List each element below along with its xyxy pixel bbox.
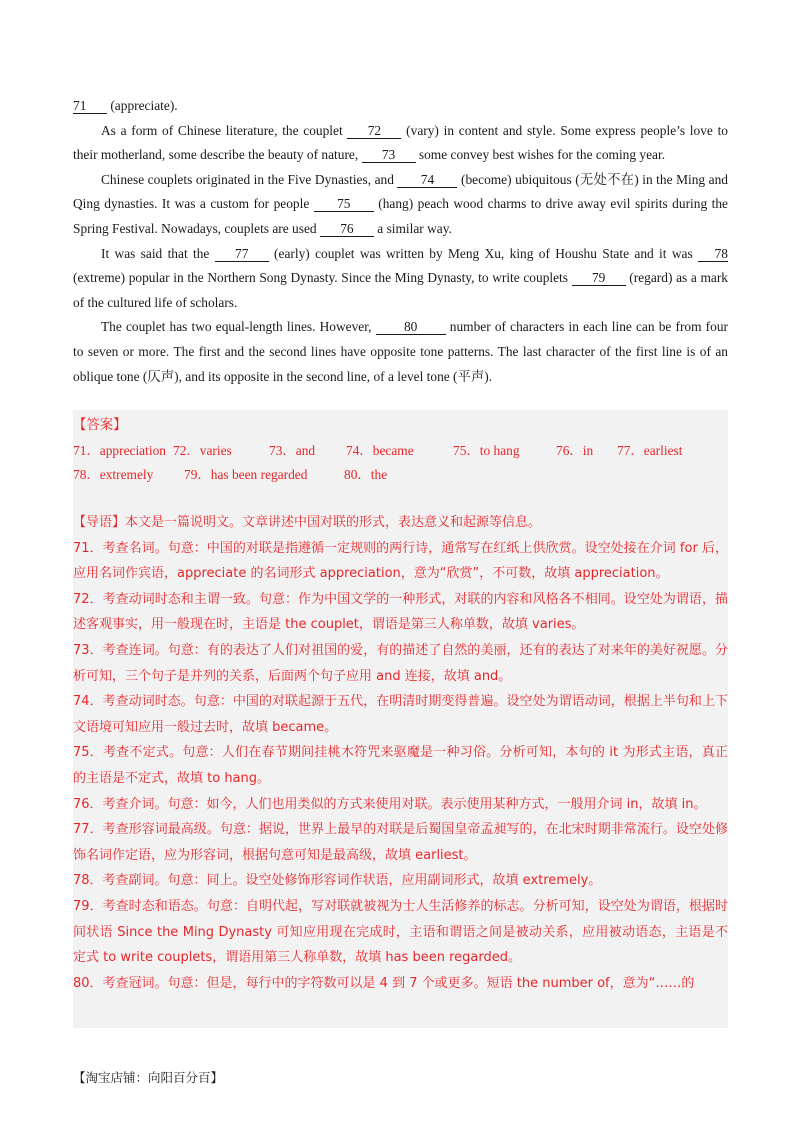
answer-row-1 xyxy=(73,439,682,463)
explanation-74: 74．考查动词时态。句意：中国的对联起源于五代，在明清时期变得普遍。设空处为谓语动词，根据上半句和上下文语境可知应用一般过去时，故填 became。 xyxy=(73,694,728,735)
passage-text: (become) ubiquitous (无处不在) in the Ming and Qing dynasties. It was a custom for people xyxy=(73,171,728,212)
explanation-75: 75．考查不定式。句意：人们在春节期间挂桃木符咒来驱魔是一种习俗。分析可知，本句的 it 为形式主语，真正的主语是不定式，故填 to hang。 xyxy=(73,745,728,786)
blank-79[interactable]: 79 xyxy=(572,270,626,286)
passage-paragraph-4 xyxy=(73,315,728,389)
explanation-71: 71．考查名词。句意：中国的对联是指遵循一定规则的两行诗，通常写在红纸上供欣赏。设空处接在介词 for 后，应用名词作宾语，appreciate 的名词形式 appreciation，意为“欣赏”，不可数，故填 appreciation。 xyxy=(73,540,728,582)
passage-paragraph-3 xyxy=(73,242,728,316)
passage-text: (extreme) popular in the Northern Song Dynasty. Since the Ming Dynasty, to write couplets xyxy=(73,270,572,286)
explanation-section xyxy=(73,510,728,996)
blank-72[interactable]: 72 xyxy=(347,123,401,139)
cloze-passage xyxy=(73,94,728,389)
passage-text: (regard) as a mark of the cultured life of scholars. xyxy=(73,270,728,310)
answer-76: 76．in xyxy=(556,443,594,458)
answer-77: 77．earliest xyxy=(617,443,683,458)
passage-text: The couplet has two equal-length lines. However, xyxy=(101,319,376,335)
blank-78[interactable]: 78 xyxy=(698,246,728,262)
answer-75: 75．to hang xyxy=(453,443,520,458)
answer-row-2 xyxy=(73,463,387,487)
blank-76[interactable]: 76 xyxy=(320,221,374,237)
blank-75[interactable]: 75 xyxy=(314,196,374,212)
passage-text: a similar way. xyxy=(373,220,452,236)
passage-text: some convey best wishes for the coming year. xyxy=(415,147,666,163)
explanation-80: 80．考查冠词。句意：但是，每行中的字符数可以是 4 到 7 个或更多。短语 the number of，意为“……的 xyxy=(73,975,695,991)
explanation-73: 73．考查连词。句意：有的表达了人们对祖国的爱，有的描述了自然的美丽，还有的表达了对来年的美好祝愿。分析可知，三个句子是并列的关系，后面两个句子应用 and 连接，故填 and。 xyxy=(73,642,728,684)
explanation-79: 79．考查时态和语态。句意：自明代起，写对联就被视为士人生活修养的标志。分析可知，设空处为谓语，根据时间状语 Since the Ming Dynasty 可知应用现在完成时，主语和谓语之间是被动关系，应用被动语态，主语是不定式 to write couplets，谓语用第三人称单数，故填 has been regarded。 xyxy=(73,898,728,966)
passage-text: It was said that the xyxy=(101,245,215,261)
answer-71: 71．appreciation xyxy=(73,443,166,458)
blank-77[interactable]: 77 xyxy=(215,246,269,262)
passage-paragraph-2 xyxy=(73,168,728,242)
answer-79: 79．has been regarded xyxy=(184,467,308,482)
passage-line-0 xyxy=(73,94,728,119)
passage-text: (early) couplet was written by Meng Xu, king of Houshu State and it was xyxy=(268,245,698,261)
explanation-77: 77．考查形容词最高级。句意：据说，世界上最早的对联是后蜀国皇帝孟昶写的，在北宋时期非常流行。设空处修饰名词作定语，应为形容词，根据句意可知是最高级，故填 earliest。 xyxy=(73,822,728,863)
explanation-intro: 【导语】本文是一篇说明文。文章讲述中国对联的形式，表达意义和起源等信息。 xyxy=(73,515,542,530)
blank-74[interactable]: 74 xyxy=(397,172,457,188)
passage-text: (hang) peach wood charms to drive away evil spirits during the Spring Festival. Nowadays, couplets are used xyxy=(73,196,728,236)
passage-text: number of characters in each line can be from four to seven or more. The first and the second lines have opposite tone patterns. The last character of the first line is of an oblique tone (仄声), and its opposite in the second line, of a level tone (平声). xyxy=(73,319,728,384)
passage-text: Chinese couplets originated in the Five Dynasties, and xyxy=(101,171,398,187)
passage-text: (vary) in content and style. Some express people’s love to their motherland, some describe the beauty of nature, xyxy=(73,122,728,163)
passage-paragraph-1 xyxy=(73,119,728,168)
blank-80[interactable]: 80 xyxy=(376,319,446,335)
shop-footer: 【淘宝店铺：向阳百分百】 xyxy=(73,1070,224,1085)
explanation-72: 72．考查动词时态和主谓一致。句意：作为中国文学的一种形式，对联的内容和风格各不相同。设空处为谓语，描述客观事实，用一般现在时，主语是 the couplet，谓语是第三人称单数，故填 varies。 xyxy=(73,591,728,633)
answer-80: 80．the xyxy=(344,467,388,482)
answer-73: 73．and xyxy=(269,443,316,458)
passage-text: (appreciate). xyxy=(107,98,178,113)
blank-71[interactable]: 71 xyxy=(73,98,107,114)
answer-heading: 【答案】 xyxy=(73,418,127,433)
passage-text: As a form of Chinese literature, the couplet xyxy=(101,122,348,138)
answer-section xyxy=(73,410,728,1028)
answer-72: 72．varies xyxy=(173,443,232,458)
explanation-78: 78．考查副词。句意：同上。设空处修饰形容词作状语，应用副词形式，故填 extremely。 xyxy=(73,873,602,889)
answer-74: 74．became xyxy=(346,443,414,458)
blank-73[interactable]: 73 xyxy=(362,147,416,163)
explanation-76: 76．考查介词。句意：如今，人们也用类似的方式来使用对联。表示使用某种方式，一般用介词 in，故填 in。 xyxy=(73,796,707,812)
answer-78: 78．extremely xyxy=(73,467,154,482)
